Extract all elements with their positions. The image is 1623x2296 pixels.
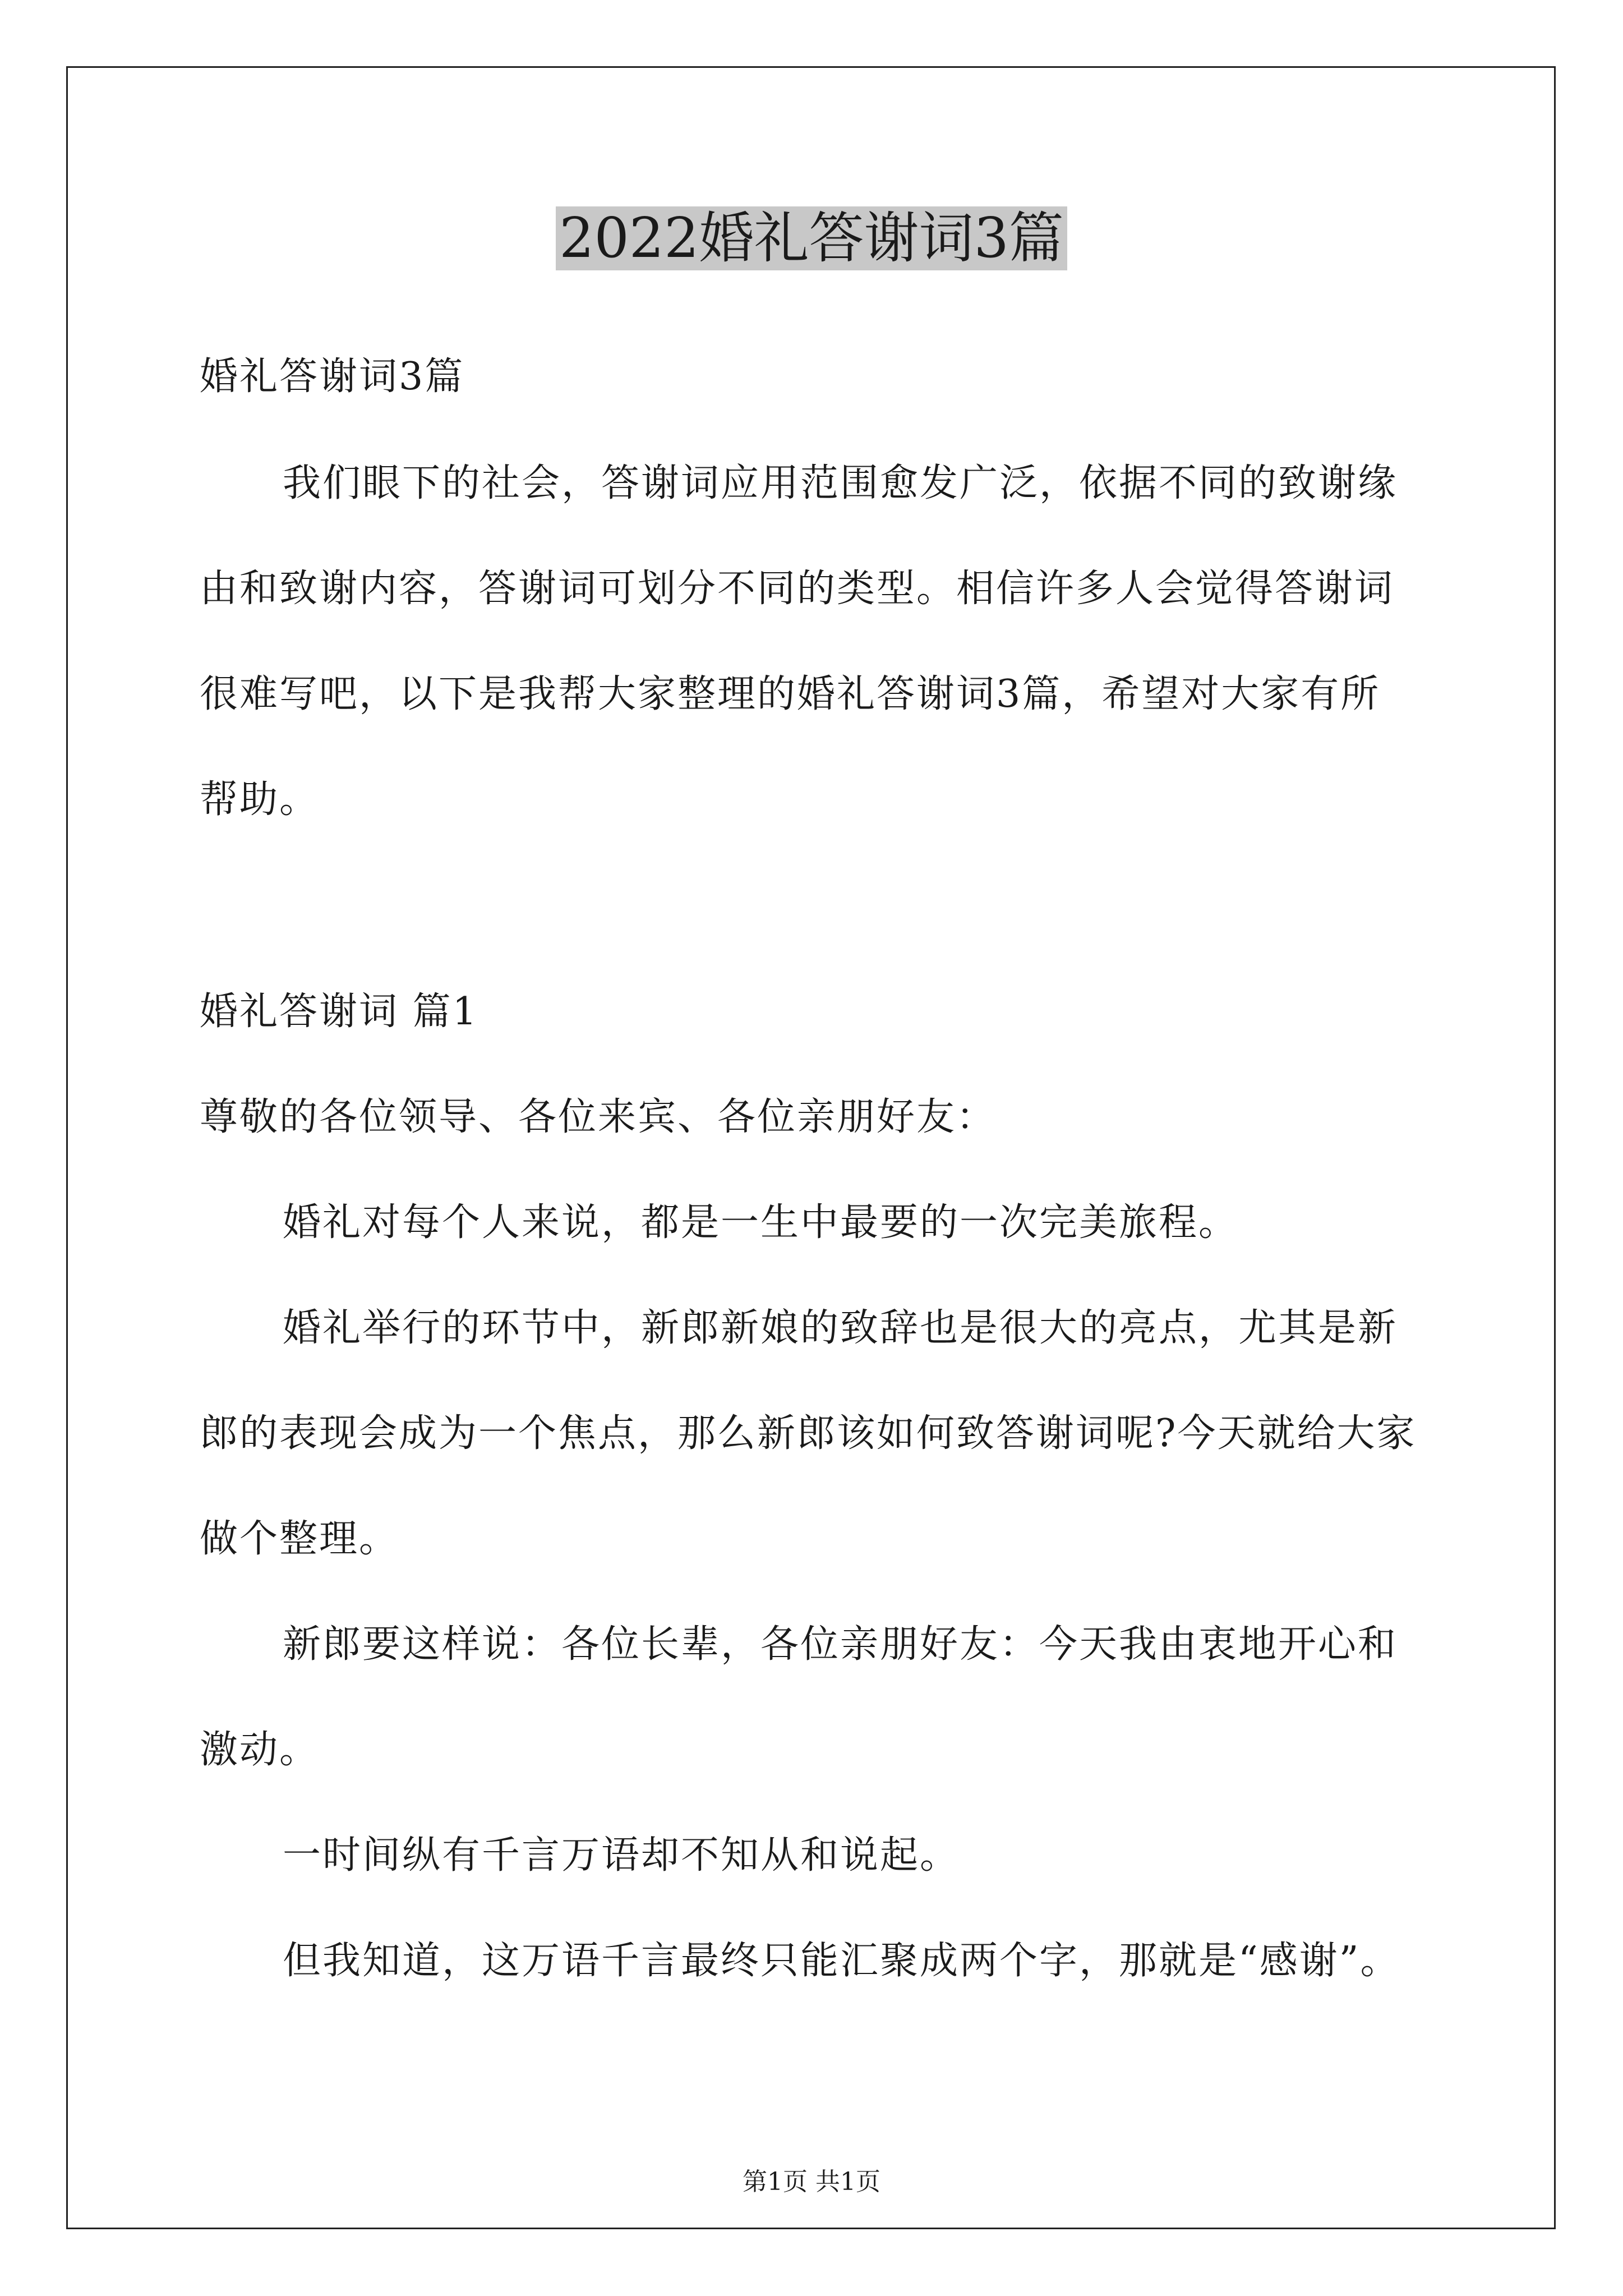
body-line-2: 婚礼对每个人来说，都是一生中最要的一次完美旅程。 xyxy=(283,1200,1239,1245)
intro-line-4: 帮助。 xyxy=(200,777,320,822)
body-line-4: 郎的表现会成为一个焦点，那么新郎该如何致答谢词呢?今天就给大家 xyxy=(200,1411,1417,1456)
intro-line-3: 很难写吧，以下是我帮大家整理的婚礼答谢词3篇，希望对大家有所 xyxy=(200,672,1381,716)
body-line-1: 尊敬的各位领导、各位来宾、各位亲朋好友： xyxy=(200,1095,997,1139)
section-heading: 婚礼答谢词 篇1 xyxy=(200,990,478,1034)
intro-line-1: 我们眼下的社会，答谢词应用范围愈发广泛，依据不同的致谢缘 xyxy=(283,461,1398,505)
body-line-3: 婚礼举行的环节中，新郎新娘的致辞也是很大的亮点，尤其是新 xyxy=(283,1306,1398,1350)
document-subtitle: 婚礼答谢词3篇 xyxy=(200,355,465,399)
body-line-6: 新郎要这样说：各位长辈，各位亲朋好友：今天我由衷地开心和 xyxy=(283,1622,1398,1667)
intro-line-2: 由和致谢内容，答谢词可划分不同的类型。相信许多人会觉得答谢词 xyxy=(200,567,1395,611)
document-title xyxy=(0,199,1623,278)
body-line-8: 一时间纵有千言万语却不知从和说起。 xyxy=(283,1833,960,1878)
page-footer: 第1页 共1页 xyxy=(743,2168,880,2196)
body-line-7: 激动。 xyxy=(200,1728,320,1772)
body-line-5: 做个整理。 xyxy=(200,1517,399,1561)
body-line-9: 但我知道，这万语千言最终只能汇聚成两个字，那就是“感谢”。 xyxy=(283,1939,1400,1983)
document-title-text: 2022婚礼答谢词3篇 xyxy=(556,206,1067,270)
